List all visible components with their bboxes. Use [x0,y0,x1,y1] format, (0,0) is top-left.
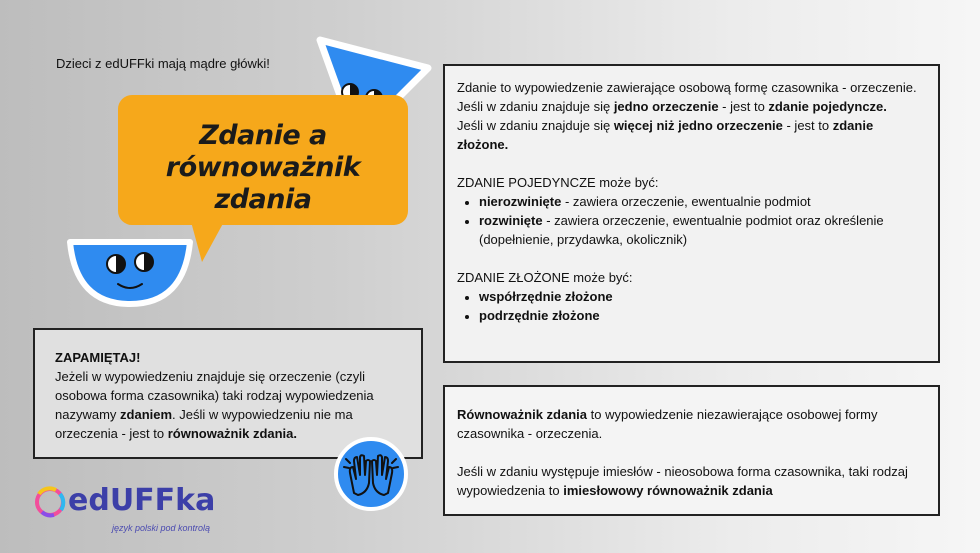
equivalent-definition: Równoważnik zdania to wypowiedzenie niezawierające osobowej formy czasownika - orzeczenia. [457,407,878,441]
list-item: • współrzędnie złożone [479,287,926,306]
edUFFka-logo-icon [30,482,70,522]
page-title [118,120,408,216]
title-line-1: Zdanie a [199,120,327,151]
sentence-equivalent-panel [443,385,940,516]
simple-sentence-header: ZDANIE POJEDYNCZE może być: [457,175,659,190]
complex-sentence-list [457,287,926,325]
bowl-character-icon [64,232,196,310]
definition-text: Zdanie to wypowiedzenie zawierające osobową formę czasownika - orzeczenie. [457,80,917,95]
participle-equivalent-text: Jeśli w zdaniu występuje imiesłów - nieosobowa forma czasownika, taki rodzaj wypowiedzenia to imiesłowowy równoważnik zdania [457,464,908,498]
list-item: • nierozwinięte - zawiera orzeczenie, ewentualnie podmiot [479,192,926,211]
list-item: • rozwinięte - zawiera orzeczenie, ewentualnie podmiot oraz określenie (dopełnienie, przydawka, okolicznik) [479,211,926,249]
list-item: • podrzędnie złożone [479,306,926,325]
remember-text: Jeżeli w wypowiedzeniu znajduje się orzeczenie (czyli osobowa forma czasownika) taki rodzaj wypowiedzenia nazywamy zdaniem. Jeśli w wypowiedzeniu nie ma orzeczenia - jest to równoważnik zdania. [55,369,374,441]
logo-subtitle: język polski pod kontrolą [112,523,211,533]
title-line-2: równoważnik zdania [165,152,361,215]
tagline: Dzieci z edUFFki mają mądre główki! [56,56,270,71]
sentence-definition-panel [443,64,940,363]
raised-hands-icon [334,437,408,511]
single-predicate-rule: Jeśli w zdaniu znajduje się jedno orzeczenie - jest to zdanie pojedyncze. [457,99,887,114]
remember-heading: ZAPAMIĘTAJ! [55,350,141,365]
multiple-predicate-rule: Jeśli w zdaniu znajduje się więcej niż jedno orzeczenie - jest to zdanie złożone. [457,118,874,152]
logo-text: edUFFka [68,483,216,518]
complex-sentence-header: ZDANIE ZŁOŻONE może być: [457,270,633,285]
simple-sentence-list [457,192,926,249]
